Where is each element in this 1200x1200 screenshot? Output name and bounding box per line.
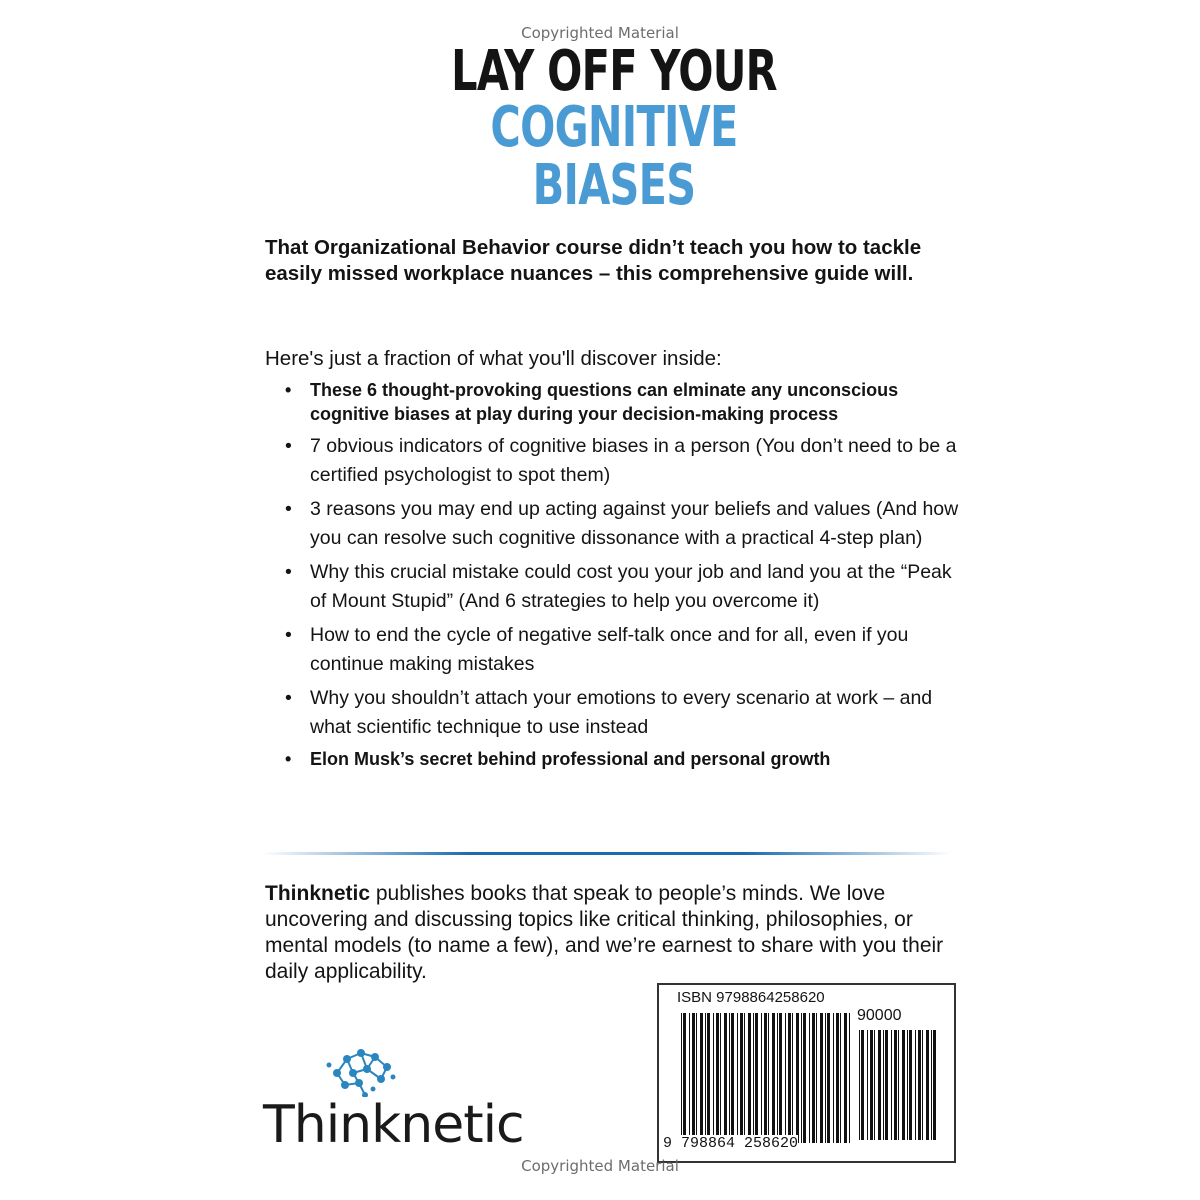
- barcode-bar: [779, 1013, 782, 1143]
- barcode-bar: [820, 1013, 823, 1143]
- barcode-bar: [827, 1013, 830, 1143]
- barcode-bar: [772, 1013, 775, 1143]
- barcode-bar: [720, 1013, 721, 1143]
- barcode-bar: [764, 1013, 767, 1143]
- barcode-bar: [918, 1030, 921, 1140]
- barcode-bar: [707, 1013, 710, 1143]
- barcode-bar: [867, 1030, 868, 1140]
- publisher-blurb: publishes books that speak to people’s minds. We love uncovering and discussing topics like critical thinking, philosophies, or mental models (to name a few), and we’re earnest to share with you their daily applicability.: [265, 882, 944, 983]
- barcode-bar: [696, 1013, 697, 1143]
- barcode-bar: [737, 1013, 738, 1143]
- lead-sentence: Here's just a fraction of what you'll discover inside:: [265, 347, 722, 370]
- barcode-bar: [705, 1013, 706, 1143]
- barcode-bar: [816, 1013, 817, 1143]
- barcode-bar: [692, 1013, 695, 1143]
- isbn-barcode: [657, 983, 956, 1163]
- barcode-bar: [748, 1013, 751, 1143]
- publisher-name: Thinknetic: [265, 882, 371, 905]
- barcode-bar: [861, 1030, 864, 1140]
- barcode-bar: [878, 1030, 881, 1140]
- barcode-bar: [840, 1013, 841, 1143]
- bullet-item: • Elon Musk’s secret behind professional and personal growth: [283, 747, 963, 771]
- barcode-bar: [909, 1030, 912, 1140]
- barcode-bar: [922, 1030, 923, 1140]
- bullet-item: • Why you shouldn’t attach your emotions to every scenario at work – and what scientific technique to use instead: [283, 684, 963, 742]
- barcode-bar: [683, 1013, 686, 1143]
- brain-network-icon: [325, 1045, 400, 1102]
- barcode-bar: [777, 1013, 778, 1143]
- barcode-bar: [689, 1013, 690, 1143]
- title-line-3: BIASES: [532, 153, 696, 218]
- barcode-bar: [812, 1013, 815, 1143]
- barcode-bar: [836, 1013, 839, 1143]
- barcode-bar: [729, 1013, 730, 1143]
- bullet-item: • How to end the cycle of negative self-talk once and for all, even if you continue making mistakes: [283, 621, 963, 679]
- barcode-bar: [713, 1013, 714, 1143]
- barcode-bar: [844, 1013, 847, 1143]
- barcode-bar: [755, 1013, 758, 1143]
- barcode-bar: [761, 1013, 762, 1143]
- watermark-bottom: Copyrighted Material: [521, 1157, 679, 1175]
- barcode-bar: [870, 1030, 873, 1140]
- barcode-bar: [833, 1013, 834, 1143]
- barcode-bar: [849, 1013, 850, 1143]
- barcode-bars: [681, 1013, 851, 1143]
- barcode-bar: [740, 1013, 743, 1143]
- barcode-bar: [915, 1030, 916, 1140]
- barcode-bar: [891, 1030, 892, 1140]
- barcode-bar: [933, 1030, 936, 1140]
- barcode-bar: [744, 1013, 745, 1143]
- publisher-paragraph: [265, 881, 955, 985]
- barcode-bar: [885, 1030, 888, 1140]
- barcode-bar: [785, 1013, 786, 1143]
- barcode-bar: [931, 1030, 932, 1140]
- barcode-bar: [883, 1030, 884, 1140]
- barcode-bar: [825, 1013, 826, 1143]
- barcode-bar: [803, 1013, 806, 1143]
- barcode-bar: [724, 1013, 727, 1143]
- barcode-bar: [894, 1030, 897, 1140]
- section-divider: [262, 852, 952, 855]
- barcode-bar: [801, 1013, 802, 1143]
- watermark-top: Copyrighted Material: [521, 24, 679, 42]
- barcode-addon-bars: [859, 1030, 939, 1140]
- feature-bullet-list: [283, 378, 963, 776]
- barcode-bar: [898, 1030, 899, 1140]
- barcode-bar: [768, 1013, 769, 1143]
- barcode-bar: [796, 1013, 799, 1143]
- barcode-bar: [716, 1013, 719, 1143]
- publisher-logo-text: Thinknetic: [263, 1095, 524, 1155]
- bullet-item: • 7 obvious indicators of cognitive biases in a person (You don’t need to be a certified psychologist to spot them): [283, 432, 963, 490]
- isbn-label: ISBN 9798864258620: [677, 989, 825, 1006]
- barcode-bar: [788, 1013, 791, 1143]
- barcode-bar: [753, 1013, 754, 1143]
- barcode-bar: [926, 1030, 929, 1140]
- barcode-bar: [809, 1013, 810, 1143]
- bullet-item: • Why this crucial mistake could cost you your job and land you at the “Peak of Mount Stupid” (And 6 strategies to help you overcome it): [283, 558, 963, 616]
- intro-paragraph: That Organizational Behavior course didn’t teach you how to tackle easily missed workplace nuances – this comprehensive guide will.: [265, 236, 922, 285]
- barcode-bar: [731, 1013, 734, 1143]
- barcode-bar: [792, 1013, 793, 1143]
- barcode-addon-number: 90000: [857, 1007, 902, 1024]
- bullet-item: • 3 reasons you may end up acting against your beliefs and values (And how you can resolve such cognitive dissonance with a practical 4-step plan): [283, 495, 963, 553]
- barcode-bar: [859, 1030, 860, 1140]
- barcode-digits: 9 798864 258620: [663, 1135, 799, 1152]
- title-line-1: LAY OFF YOUR: [451, 39, 777, 104]
- barcode-bar: [902, 1030, 905, 1140]
- title-line-2: COGNITIVE: [490, 95, 738, 160]
- barcode-bar: [700, 1013, 703, 1143]
- bullet-item: • These 6 thought-provoking questions can elminate any unconscious cognitive biases at play during your decision-making process: [283, 378, 963, 426]
- barcode-bar: [874, 1030, 875, 1140]
- barcode-bar: [681, 1013, 682, 1143]
- barcode-bar: [907, 1030, 908, 1140]
